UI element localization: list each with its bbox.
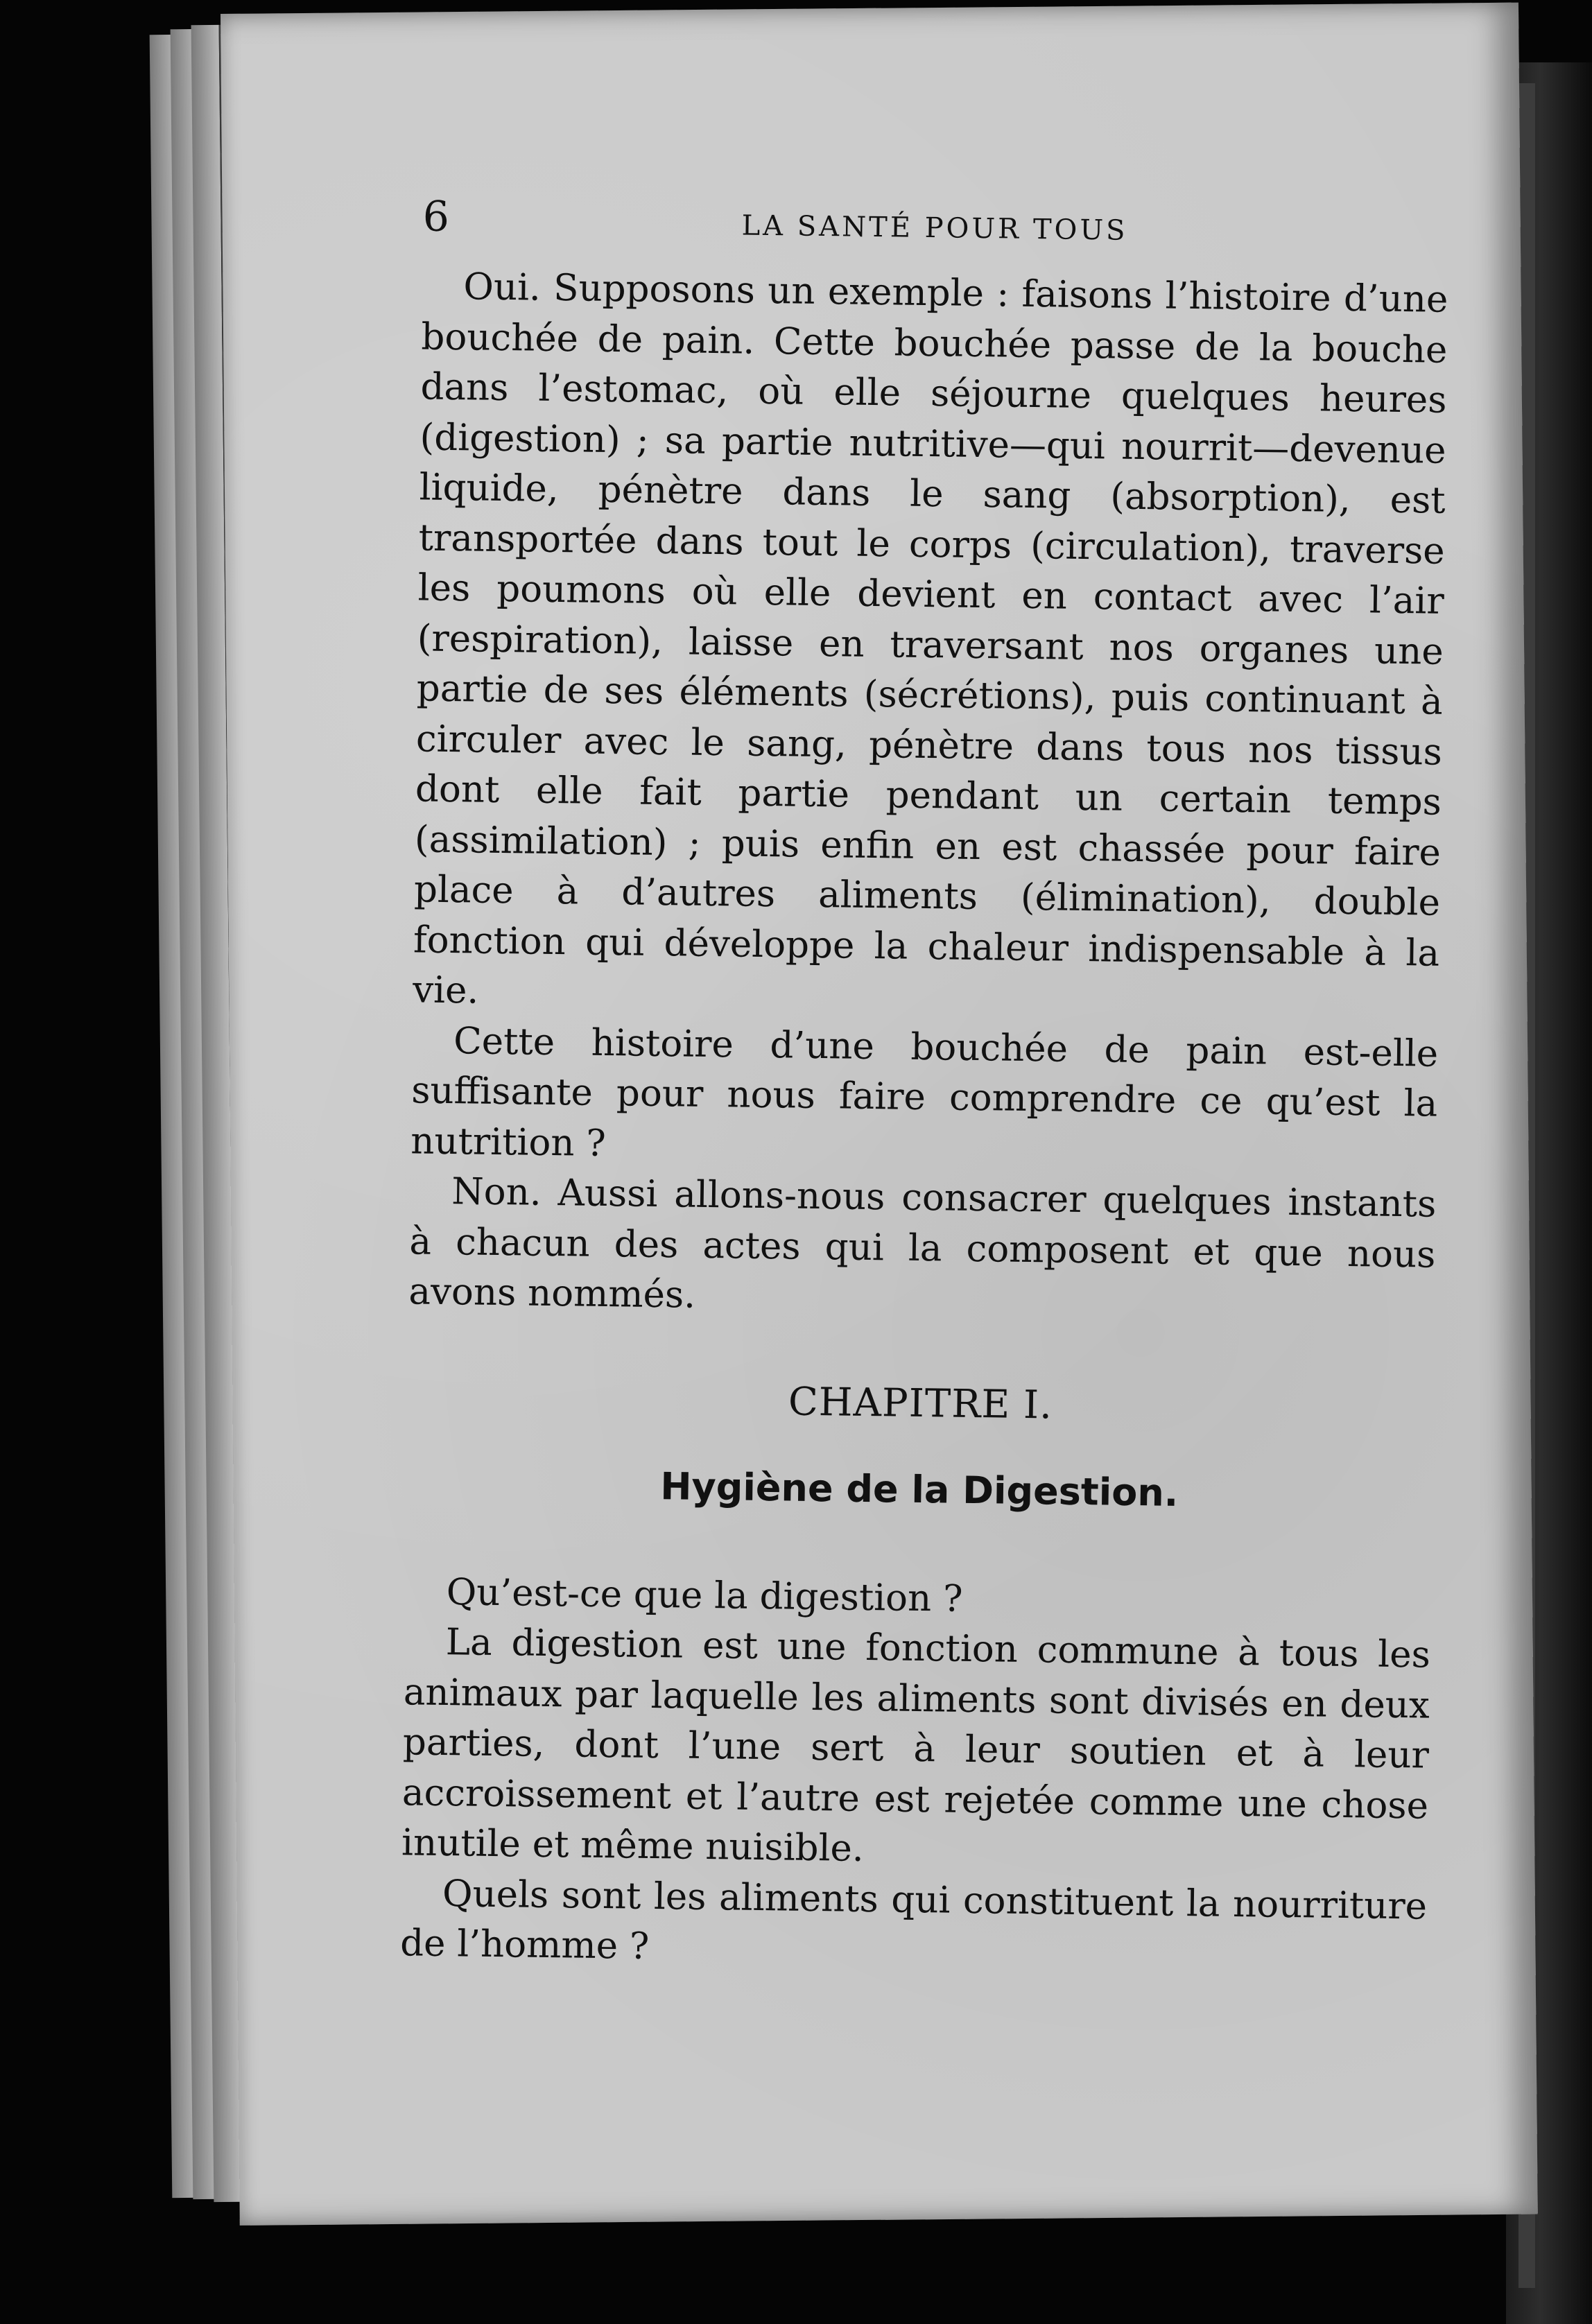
question: Quels sont les aliments qui constituent la nourriture de l’homme ? [399, 1872, 1428, 1968]
chapter-label: CHAPITRE I. [788, 1379, 1053, 1428]
paragraph: Oui. Supposons un exemple : faisons l’histoire d’une bouchée de pain. Cette bouchée passe de la bouche dans l’estomac, où elle séjourne quelques heures (digestion) ; sa partie nutritive—qui nourrit—devenue liquide, pénètre dans le sang (absorption), est transportée dans tout le corps (circulation), traverse les poumons où elle devient en contact avec l’air (respiration), laisse en traversant nos organes une partie de ses éléments (sécrétions), puis continuant à circuler avec le sang, pénètre dans tous nos tissus dont elle fait partie pendant un certain temps (assimilation) ; puis enfin en est chassée pour faire place à d’autres aliments (élimination), double fonction qui développe la chaleur indispensable à la vie. [412, 266, 1448, 1012]
chapter-title: Hygiène de la Digestion. [659, 1464, 1179, 1515]
answer: La digestion est une fonction commune à tous les animaux par laquelle les aliments sont divisés en deux parties, dont l’une sert à leur soutien et à leur accroissement et l’autre est rejetée comme une chose inutile et même nuisible. [401, 1621, 1431, 1870]
running-head-title: LA SANTÉ POUR TOUS [741, 209, 1128, 247]
paragraph: Cette histoire d’une bouchée de pain est-elle suffisante pour nous faire comprendre ce qu’est la nutrition ? [410, 1019, 1439, 1165]
page-number: 6 [422, 192, 450, 241]
book-page [220, 3, 1538, 2226]
paragraph: Non. Aussi allons-nous consacrer quelques instants à chacun des actes qui la composent et que nous avons nommés. [408, 1170, 1437, 1317]
running-head [422, 192, 1449, 268]
page-text [400, 192, 1449, 1982]
question: Qu’est-ce que la digestion ? [446, 1570, 963, 1620]
